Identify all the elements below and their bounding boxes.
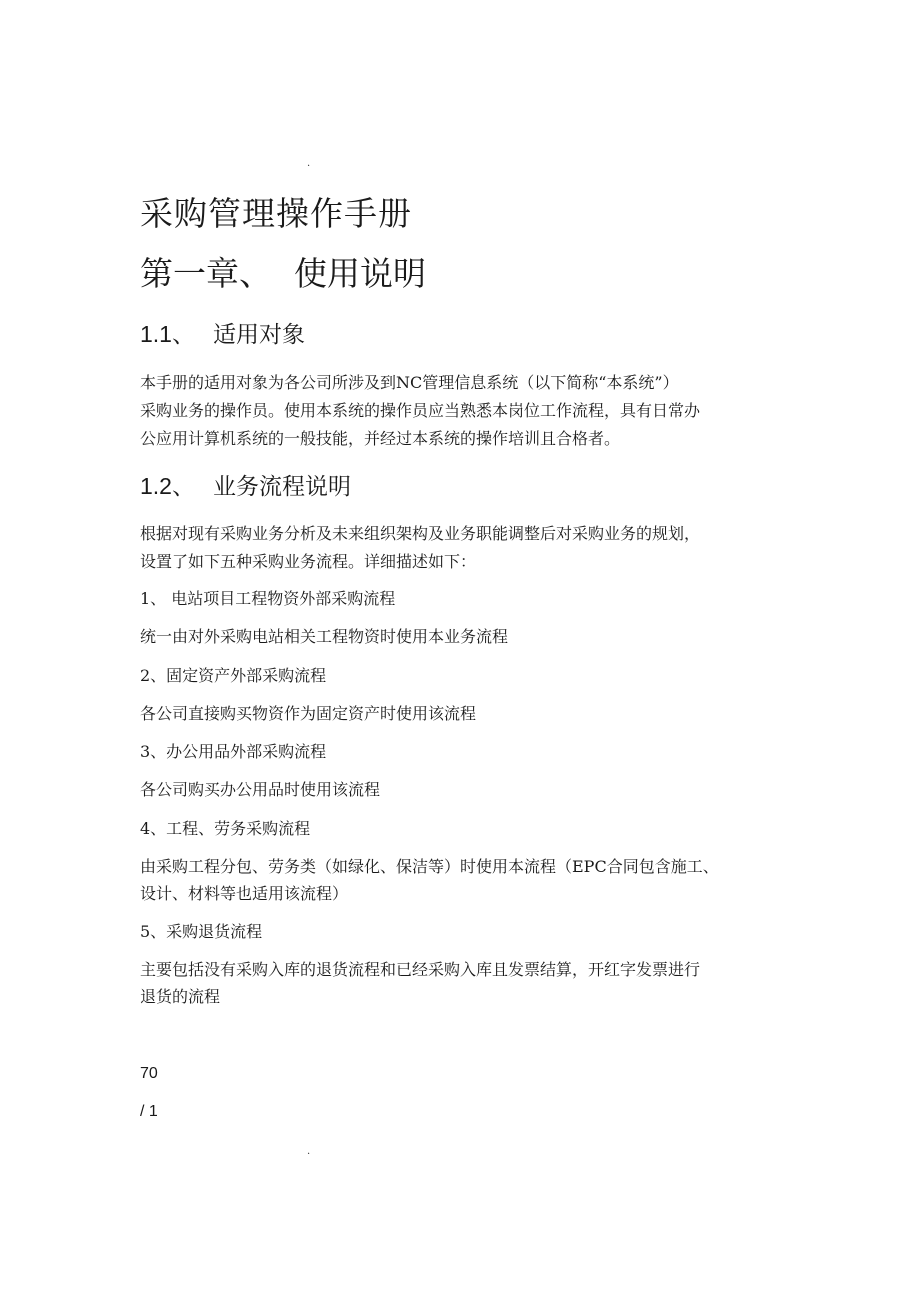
section-number: 1.1、 xyxy=(140,321,195,347)
chapter-number: 第一章、 xyxy=(140,254,272,293)
process-desc-3: 各公司购买办公用品时使用该流程 xyxy=(140,780,381,799)
section-heading-1-2 xyxy=(140,470,351,503)
process-desc-4-line-2: 设计、材料等也适用该流程） xyxy=(140,884,349,903)
chapter-heading xyxy=(140,252,426,296)
section-number: 1.2、 xyxy=(140,473,195,499)
process-label-4: 4、工程、劳务采购流程 xyxy=(140,819,311,838)
process-desc-1: 统一由对外采购电站相关工程物资时使用本业务流程 xyxy=(140,627,509,646)
page-number-total: / 1 xyxy=(140,1103,158,1120)
body-line: 采购业务的操作员。使用本系统的操作员应当熟悉本岗位工作流程，具有日常办 xyxy=(140,401,701,420)
body-line: 根据对现有采购业务分析及未来组织架构及业务职能调整后对采购业务的规划， xyxy=(140,524,701,543)
header-mark: . xyxy=(307,158,311,169)
section-1-1-body xyxy=(140,369,790,453)
process-label-3: 3、办公用品外部采购流程 xyxy=(140,742,327,761)
page-number-current: 70 xyxy=(140,1065,158,1082)
process-desc-2: 各公司直接购买物资作为固定资产时使用该流程 xyxy=(140,704,477,723)
process-label-2: 2、固定资产外部采购流程 xyxy=(140,666,327,685)
section-title: 业务流程说明 xyxy=(212,474,351,500)
body-line: 设置了如下五种采购业务流程。详细描述如下： xyxy=(140,552,477,571)
process-desc-5-line-1: 主要包括没有采购入库的退货流程和已经采购入库且发票结算，开红字发票进行 xyxy=(140,960,701,979)
body-line: 本手册的适用对象为各公司所涉及到NC管理信息系统（以下简称“本系统”） xyxy=(140,373,679,392)
section-heading-1-1 xyxy=(140,318,305,351)
process-desc-5-line-2: 退货的流程 xyxy=(140,987,221,1006)
section-1-2-body xyxy=(140,520,790,576)
section-title: 适用对象 xyxy=(212,322,305,348)
footer-mark: . xyxy=(307,1146,311,1157)
process-label-1: 1、 电站项目工程物资外部采购流程 xyxy=(140,589,396,608)
document-title: 采购管理操作手册 xyxy=(140,194,412,233)
process-desc-4-line-1: 由采购工程分包、劳务类（如绿化、保洁等）时使用本流程（EPC合同包含施工、 xyxy=(140,857,719,876)
process-label-5: 5、采购退货流程 xyxy=(140,922,263,941)
chapter-title: 使用说明 xyxy=(294,254,426,293)
body-line: 公应用计算机系统的一般技能，并经过本系统的操作培训且合格者。 xyxy=(140,429,621,448)
